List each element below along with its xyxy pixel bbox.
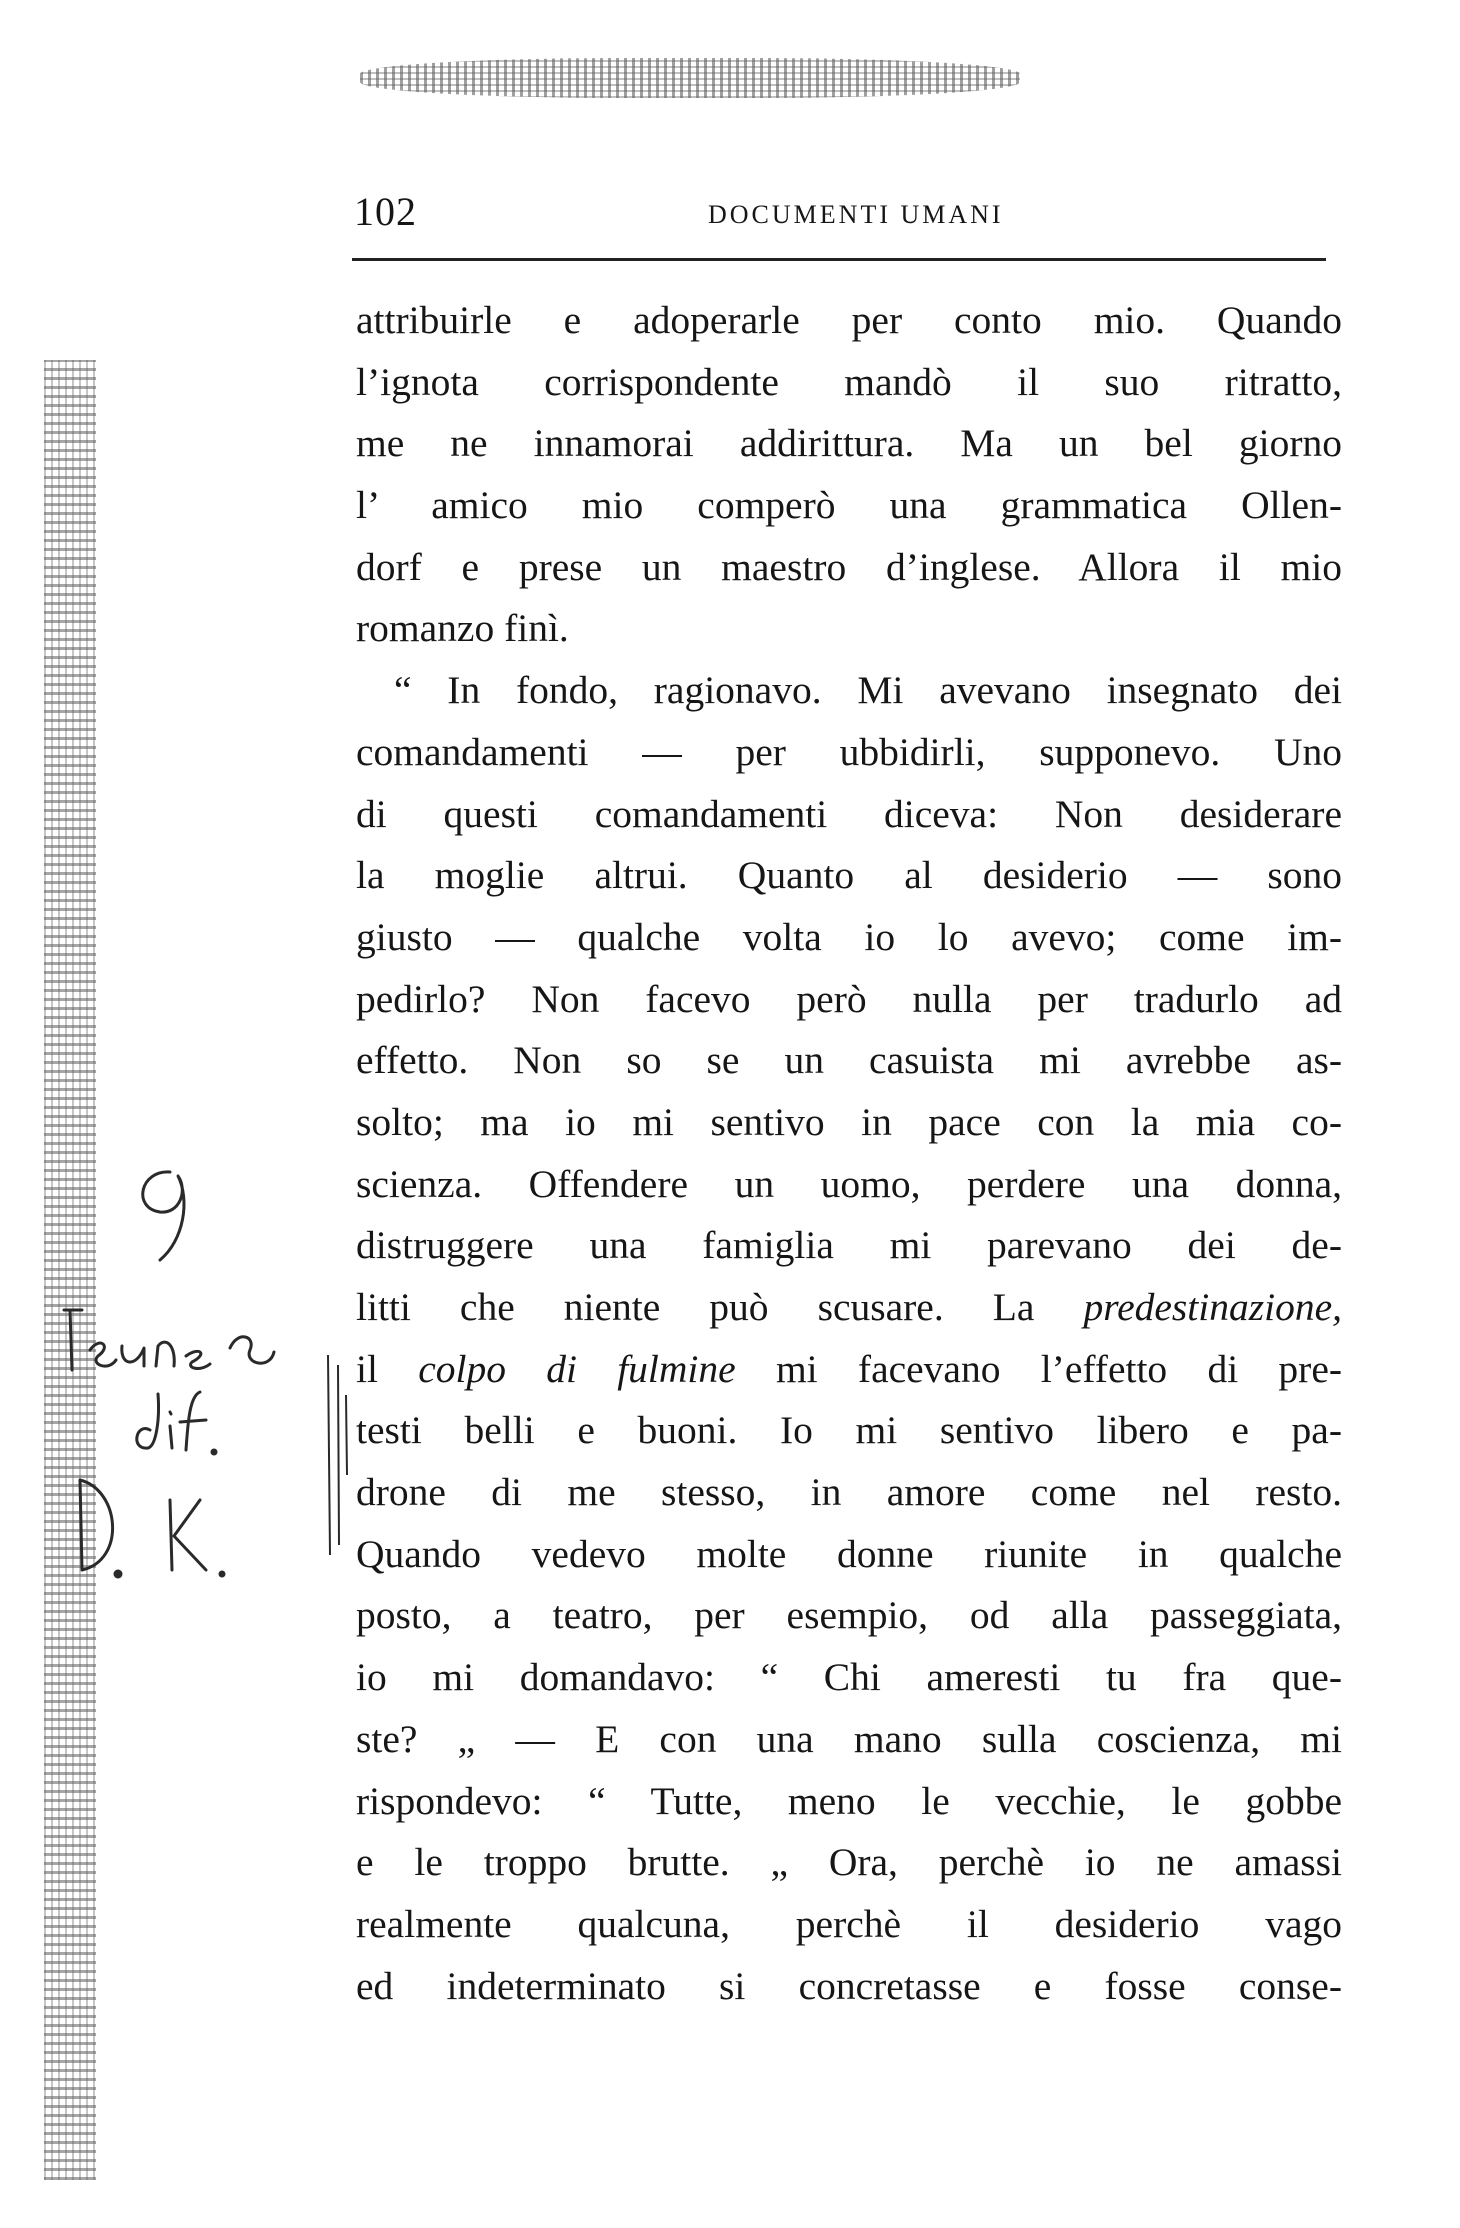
text-line: pedirlo? Non facevo però nulla per tradurlo ad (356, 976, 1342, 1021)
text-line: me ne innamorai addirittura. Ma un bel giorno (356, 421, 1342, 466)
text-line: litti che niente può scusare. La predestinazione, (356, 1285, 1342, 1329)
page-number: 102 (354, 189, 417, 234)
text-line: dorf e prese un maestro d’inglese. Allora il mio (356, 544, 1342, 589)
text-line: la moglie altrui. Quanto al desiderio — sono (356, 853, 1342, 898)
text-line: comandamenti — per ubbidirli, supponevo. Uno (356, 729, 1342, 774)
margin-marks (322, 1355, 352, 1555)
text-line: rispondevo: “ Tutte, meno le vecchie, le gobbe (356, 1778, 1342, 1823)
text-line: Quando vedevo molte donne riunite in qualche (356, 1531, 1342, 1576)
text-line: il colpo di fulmine mi facevano l’effetto di pre- (356, 1346, 1343, 1391)
text-line: realmente qualcuna, perchè il desiderio vago (356, 1901, 1342, 1946)
text-line: “ In fondo, ragionavo. Mi avevano insegnato dei (394, 668, 1342, 713)
italic-phrase: colpo di fulmine (418, 1346, 736, 1391)
text-line: posto, a teatro, per esempio, od alla passeggiata, (356, 1593, 1342, 1638)
text-line: ste? „ — E con una mano sulla coscienza, mi (356, 1716, 1342, 1761)
text-line: testi belli e buoni. Io mi sentivo libero e pa- (356, 1408, 1342, 1453)
margin-handwriting (60, 1160, 320, 1600)
text-line: attribuirle e adoperarle per conto mio. Quando (356, 298, 1342, 342)
text-line: l’ amico mio comperò una grammatica Ollen- (356, 483, 1342, 528)
text-line: scienza. Offendere un uomo, perdere una donna, (356, 1161, 1342, 1206)
text-line: solto; ma io mi sentivo in pace con la mia co- (356, 1099, 1342, 1144)
text-line: di questi comandamenti diceva: Non desiderare (356, 791, 1342, 836)
text-line: e le troppo brutte. „ Ora, perchè io ne amassi (356, 1840, 1342, 1885)
text-line: drone di me stesso, in amore come nel resto. (356, 1470, 1342, 1515)
text-line: ed indeterminato si concretasse e fosse conse- (356, 1963, 1342, 2008)
text-line: effetto. Non so se un casuista mi avrebbe as- (356, 1038, 1342, 1083)
header-rule (352, 258, 1326, 261)
running-head: DOCUMENTI UMANI (708, 200, 1004, 229)
text-line: io mi domandavo: “ Chi ameresti tu fra que- (356, 1655, 1342, 1700)
italic-phrase: predestinazione, (1083, 1285, 1342, 1329)
scan-smudge (360, 58, 1020, 98)
text-line: giusto — qualche volta io lo avevo; come im- (356, 914, 1342, 959)
body-text (356, 290, 1342, 2017)
text-line: distruggere una famiglia mi parevano dei de- (356, 1223, 1342, 1268)
text-line: romanzo finì. (356, 606, 569, 651)
text-line: l’ignota corrispondente mandò il suo ritratto, (356, 359, 1342, 404)
